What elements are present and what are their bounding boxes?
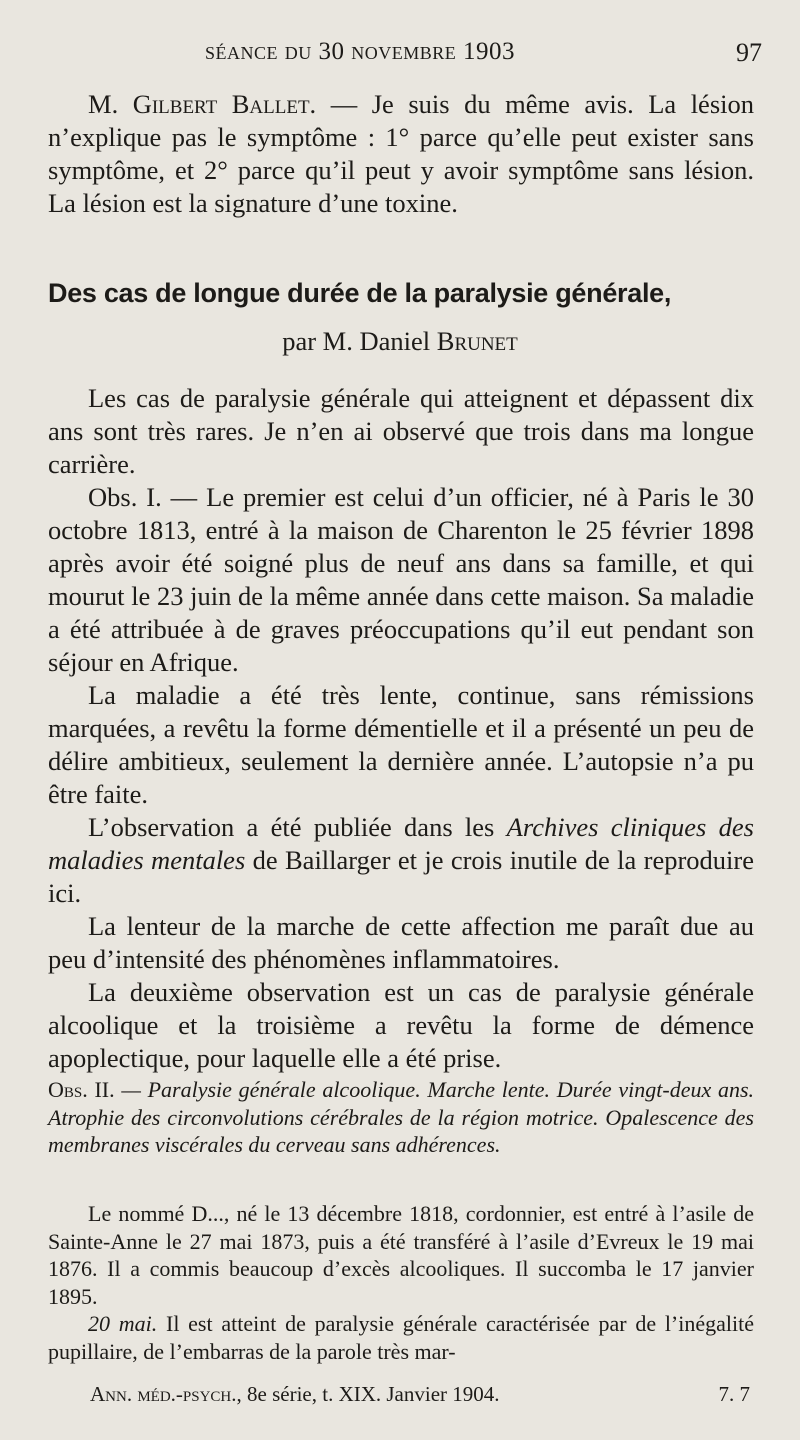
ballet-remark: [48, 88, 754, 220]
case-paragraph-1: Le nommé D..., né le 13 décembre 1818, cordonnier, est entré à l’asile de Sainte-Anne le 27 mai 1873, puis a été transféré à l’asile d’Evreux le 19 mai 1876. Il a commis beaucoup d’excès alcooliques. Il succomba le 17 janvier 1895.: [48, 1201, 754, 1309]
case-summary: [48, 1076, 754, 1159]
journal-citation: Archives cliniques des maladies mentales: [48, 812, 754, 875]
speaker-name: M. Gilbert Ballet.: [88, 89, 317, 119]
case-label: Obs. II.: [48, 1077, 115, 1102]
signature-mark: 7. 7: [718, 1382, 750, 1406]
p4-text-before: L’observation a été publiée dans les: [88, 812, 507, 842]
case-text: [48, 1200, 754, 1365]
footer-details: , 8e série, t. XIX. Janvier 1904.: [236, 1382, 500, 1406]
byline-prefix: par M. Daniel: [282, 326, 437, 356]
body-paragraph-4: [48, 811, 754, 910]
page-header: [0, 38, 800, 72]
article-byline: [0, 326, 800, 357]
ballet-text: — Je suis du même avis. La lésion n’explique pas le symptôme : 1° parce qu’elle peut exister sans symptôme, et 2° parce qu’il peut y avoir symptôme sans lésion. La lésion est la signature d’une toxine.: [48, 89, 754, 218]
article-body: [48, 382, 754, 1075]
case-dash: —: [114, 1077, 148, 1102]
running-title: séance du 30 novembre 1903: [205, 38, 516, 65]
body-paragraph-1: Les cas de paralysie générale qui atteignent et dépassent dix ans sont très rares. Je n’en ai observé que trois dans ma longue carrière.: [48, 383, 754, 479]
p4-text-after: de Baillarger et je crois inutile de la reproduire ici.: [48, 845, 755, 908]
case-summary-text: Paralysie générale alcoolique. Marche lente. Durée vingt-deux ans. Atrophie des circonvolutions cérébrales de la région motrice. Opalescence des membranes viscérales du cerveau sans adhérences.: [48, 1077, 755, 1157]
ballet-paragraph: [48, 88, 754, 220]
article-title: Des cas de longue durée de la paralysie générale,: [48, 278, 672, 308]
case-paragraph-2: [48, 1310, 754, 1365]
case-date: 20 mai.: [88, 1311, 158, 1336]
case-paragraph-2-text: Il est atteint de paralysie générale caractérisée par de l’inégalité pupillaire, de l’embarras de la parole très mar-: [48, 1311, 755, 1364]
body-paragraph-2: Obs. I. — Le premier est celui d’un officier, né à Paris le 30 octobre 1813, entré à la maison de Charenton le 25 février 1898 après avoir été soigné plus de neuf ans dans sa famille, et qui mourut le 23 juin de la même année dans cette maison. Sa maladie a été attribuée à de graves préoccupations qu’il eut pendant son séjour en Afrique.: [48, 482, 754, 677]
body-paragraph-5: La lenteur de la marche de cette affection me paraît due au peu d’intensité des phénomènes inflammatoires.: [48, 911, 754, 974]
body-paragraph-3: La maladie a été très lente, continue, sans rémissions marquées, a revêtu la forme démentielle et il a présenté un peu de délire ambitieux, seulement la dernière année. L’autopsie n’a pu être faite.: [48, 680, 754, 809]
page-number: 97: [736, 38, 762, 67]
byline-author: Brunet: [436, 326, 518, 356]
footer-journal: Ann. méd.-psych.: [90, 1382, 237, 1406]
body-paragraph-6: La deuxième observation est un cas de paralysie générale alcoolique et la troisième a revêtu la forme de démence apoplectique, pour laquelle elle a été prise.: [48, 977, 754, 1073]
page-footer: [90, 1382, 750, 1407]
